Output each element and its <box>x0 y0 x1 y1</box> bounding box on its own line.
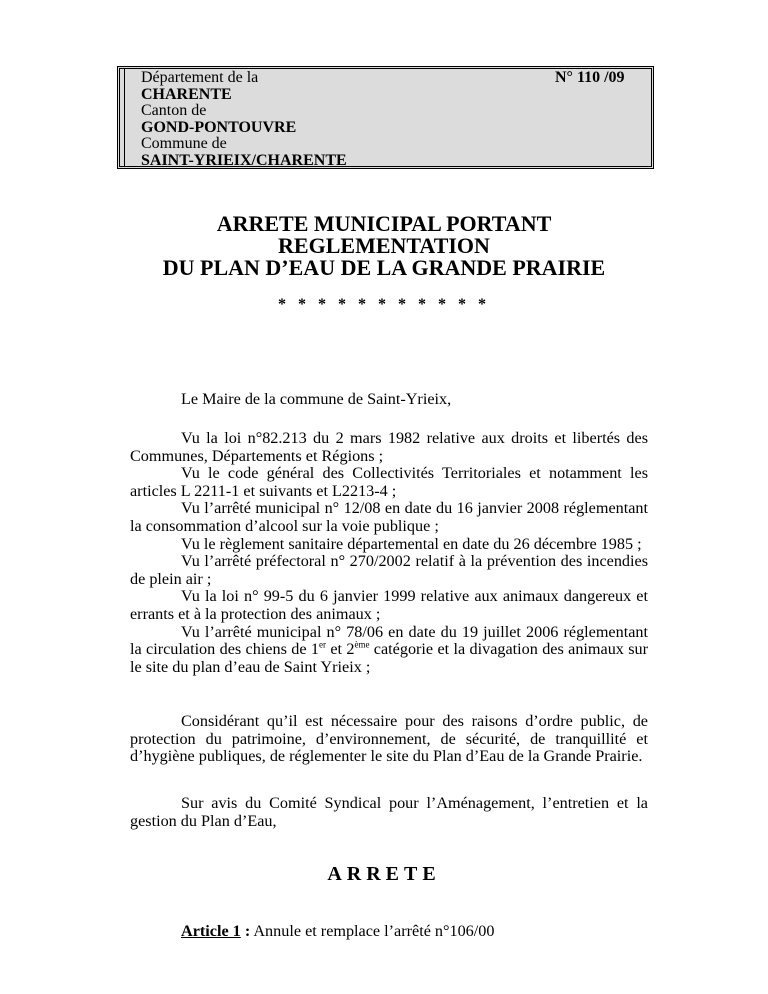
article-1-text: Annule et remplace l’arrêté n°106/00 <box>250 922 495 940</box>
header-address <box>141 70 347 170</box>
document-title <box>0 213 768 279</box>
sur-avis-paragraph <box>130 795 648 830</box>
article-1-colon: : <box>240 922 251 940</box>
title-line-2: REGLEMENTATION <box>278 233 490 258</box>
visa-last-after: catégorie et la divagation des animaux sur le site du plan d’eau de Saint Yrieix ; <box>130 640 649 676</box>
visa-paragraph: Vu l’arrêté préfectoral n° 270/2002 relatif à la prévention des incendies de plein air ; <box>130 552 648 588</box>
maire-paragraph <box>130 391 648 409</box>
title-line-1: ARRETE MUNICIPAL PORTANT <box>216 211 552 236</box>
considerant-paragraph <box>130 713 648 766</box>
considerant-text: Considérant qu’il est nécessaire pour des raisons d’ordre public, de protection du patrimoine, d’environnement, de sécurité, de tranquillité et d’hygiène publiques, de réglementer le site du Plan d’Eau de la Grande Prairie. <box>130 712 648 766</box>
header-line-commune-label: Commune de <box>141 135 227 153</box>
header-line-canton: GOND-PONTOUVRE <box>141 118 297 136</box>
visa-last-sup-2: ème <box>354 639 370 650</box>
header-box <box>117 66 654 169</box>
visa-last-before: Vu l’arrêté municipal n° 78/06 en date du 19 juillet 2006 réglementant la circulation des chiens de 1 <box>130 622 648 659</box>
visa-paragraph-last <box>130 624 648 677</box>
header-inner <box>124 69 651 169</box>
maire-text: Le Maire de la commune de Saint-Yrieix, <box>181 390 452 408</box>
arrete-heading: ARRETE <box>327 863 441 885</box>
visa-paragraph: Vu la loi n°82.213 du 2 mars 1982 relative aux droits et libertés des Communes, Départements et Régions ; <box>130 429 648 465</box>
sur-avis-text: Sur avis du Comité Syndical pour l’Aménagement, l’entretien et la gestion du Plan d’Eau, <box>130 794 648 830</box>
visa-paragraph: Vu la loi n° 99-5 du 6 janvier 1999 relative aux animaux dangereux et errants et à la protection des animaux ; <box>130 587 648 623</box>
header-line-canton-label: Canton de <box>141 102 207 120</box>
article-1 <box>181 922 494 941</box>
title-line-3: DU PLAN D’EAU DE LA GRANDE PRAIRIE <box>162 255 606 280</box>
article-1-label: Article 1 <box>181 922 241 940</box>
visa-last-middle: et 2 <box>325 640 355 659</box>
visa-last-sup-1: er <box>318 639 326 650</box>
header-line-departement: CHARENTE <box>141 85 232 103</box>
visa-paragraph: Vu l’arrêté municipal n° 12/08 en date du 16 janvier 2008 réglementant la consommation d’alcool sur la voie publique ; <box>130 499 648 535</box>
separator-stars: * * * * * * * * * * * <box>278 296 490 313</box>
decree-number: N° 110 /09 <box>555 69 625 86</box>
visa-paragraph: Vu le code général des Collectivités Territoriales et notamment les articles L 2211-1 et suivants et L2213-4 ; <box>130 464 648 500</box>
header-line-departement-label: Département de la <box>141 69 259 86</box>
visa-paragraph: Vu le règlement sanitaire départemental en date du 26 décembre 1985 ; <box>181 534 642 553</box>
visas-block <box>130 430 648 676</box>
header-line-commune: SAINT-YRIEIX/CHARENTE <box>141 151 347 169</box>
